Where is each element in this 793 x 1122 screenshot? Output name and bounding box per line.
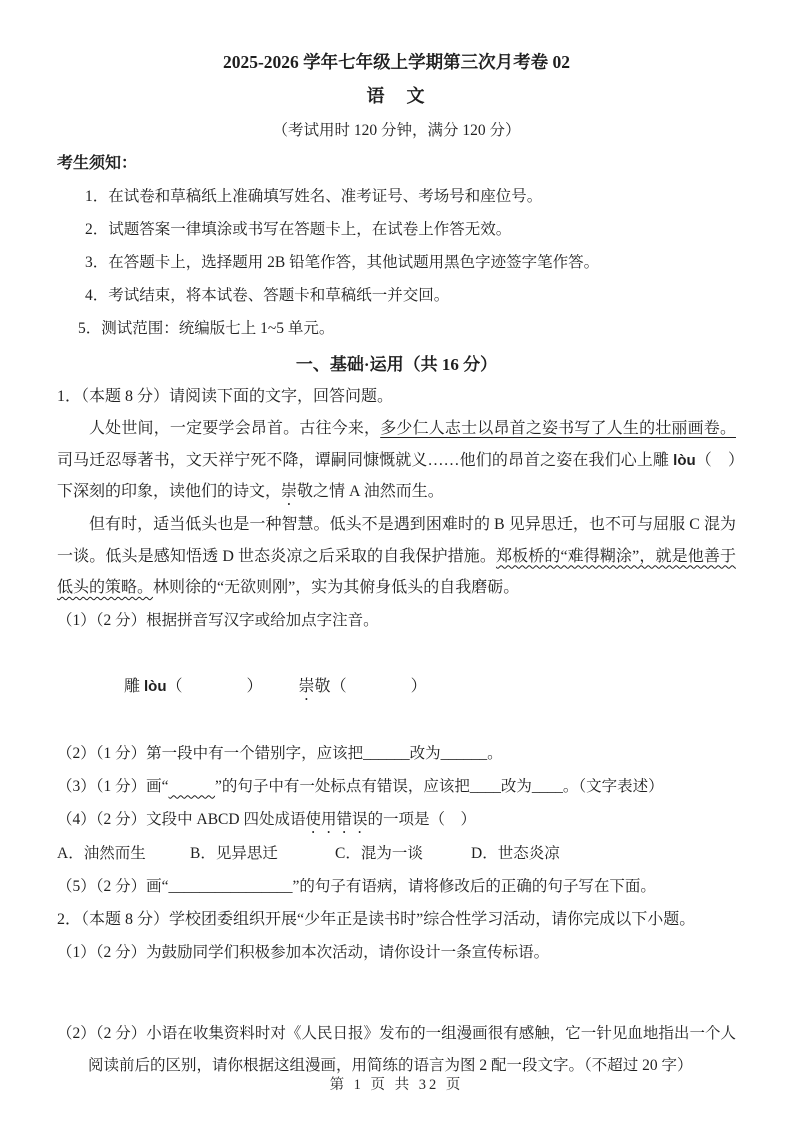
- paragraph-text: 人处世间，一定要学会昂首。古往今来，: [89, 420, 381, 437]
- subquestion-text: 的一项是（ ）: [367, 810, 476, 828]
- wavy-underlined-sentence: 郑板桥的“难得糊涂”，就是他善于低头的策略。: [57, 547, 736, 596]
- answer-blank-line: ________________: [168, 877, 293, 895]
- option-row: [57, 837, 736, 870]
- char-to-annotate: 敬: [314, 677, 331, 695]
- paragraph-text: （ ）下深刻的印象，读他们的诗文，: [57, 451, 736, 500]
- answer-blank-paren: （ ）: [166, 677, 263, 695]
- pinyin-text: lòu: [673, 451, 696, 469]
- option-b: B．见异思迁: [190, 844, 278, 862]
- subquestion-text: ”的句子中有一处标点有错误，应该把____改为____。（文字表述）: [215, 777, 664, 795]
- emphasized-char: 崇: [298, 677, 315, 695]
- subquestion-5: [57, 870, 736, 903]
- notice-item: 1．在试卷和草稿纸上准确填写姓名、准考证号、考场号和座位号。: [85, 188, 543, 205]
- question-2-stem: 2．（本题 8 分）学校团委组织开展“少年正是读书时”综合性学习活动，请你完成以下小题。: [57, 910, 696, 928]
- paragraph-text: 司马迁忍辱著书，文天祥宁死不降，谭嗣同慷慨就义……他们的昂首之姿在我们心上雕: [57, 451, 674, 469]
- notice-heading: 考生须知：: [57, 155, 138, 172]
- subquestion-text: （5）（2 分）画“: [57, 877, 169, 895]
- subquestion-text: ”的句子有语病，请将修改后的正确的句子写在下面。: [292, 877, 656, 895]
- paragraph-text: 但有时，适当低头也是一种智慧。低头不是遇到困难时的 B 见异思迁，也不可与屈服 C 混为一谈。低头是感知悟透 D 世态炎凉之后采取的自我保护措施。: [57, 516, 736, 565]
- subquestion-4: [57, 803, 736, 837]
- question-2-sub-2: （2）（2 分）小语在收集资料时对《人民日报》发布的一组漫画很有感触，它一针见血地指出一个人阅读前后的区别，请你根据这组漫画，用简练的语言为图 2 配一段文字。（不超过 20 字）: [57, 1024, 736, 1074]
- option-d: D．世态炎凉: [471, 844, 560, 862]
- subquestion-3: [57, 770, 736, 803]
- subquestion-text: （3）（1 分）画“: [57, 777, 169, 795]
- emphasized-phrase: 使用错误: [305, 810, 368, 828]
- emphasized-char: 崇: [281, 483, 298, 500]
- option-a: A．油然而生: [57, 844, 146, 862]
- paragraph-text: 林则徐的“无欲则刚”，实为其俯身低头的自我磨砺。: [153, 579, 520, 596]
- page-title: 2025-2026 学年七年级上学期第三次月考卷 02: [222, 52, 571, 72]
- answer-blank-paren: （ ）: [330, 677, 427, 695]
- paragraph-text: 敬之情 A 油然而生。: [297, 483, 444, 500]
- passage-paragraph-2: [57, 509, 736, 604]
- passage-paragraph-1: [57, 413, 736, 509]
- question-2-sub-1: （1）（2 分）为鼓励同学们积极参加本次活动，请你设计一条宣传标语。: [57, 943, 550, 961]
- pinyin-text: lòu: [144, 677, 167, 695]
- wavy-answer-blank: [169, 778, 216, 795]
- subquestion-text: （4）（2 分）文段中 ABCD 四处成语: [57, 810, 306, 828]
- notice-item: 5．测试范围：统编版七上 1~5 单元。: [78, 320, 335, 337]
- notice-list: [57, 180, 736, 345]
- page-footer: 第 1 页 共 32 页: [329, 1077, 464, 1093]
- pinyin-answer-line: [57, 637, 736, 737]
- underlined-sentence: 多少仁人志士以昂首之姿书写了人生的壮丽画卷。: [380, 420, 736, 437]
- subquestion-1-label: （1）（2 分）根据拼音写汉字或给加点字注音。: [57, 611, 379, 629]
- notice-item: 2．试题答案一律填涂或书写在答题卡上，在试卷上作答无效。: [85, 221, 512, 238]
- char-to-annotate: 雕: [124, 677, 145, 695]
- subquestion-2: （2）（1 分）第一段中有一个错别字，应该把______改为______。: [57, 744, 503, 762]
- question-1-stem: 1．（本题 8 分）请阅读下面的文字，回答问题。: [57, 388, 394, 405]
- notice-item: 3．在答题卡上，选择题用 2B 铅笔作答，其他试题用黑色字迹签字笔作答。: [85, 254, 600, 271]
- notice-item: 4．考试结束，将本试卷、答题卡和草稿纸一并交回。: [85, 287, 450, 304]
- option-c: C．混为一谈: [335, 844, 423, 862]
- exam-info: （考试用时 120 分钟，满分 120 分）: [272, 122, 521, 139]
- subject-title: 语 文: [366, 86, 427, 106]
- section-heading: 一、基础·运用（共 16 分）: [295, 355, 498, 374]
- answer-space: [57, 969, 736, 1018]
